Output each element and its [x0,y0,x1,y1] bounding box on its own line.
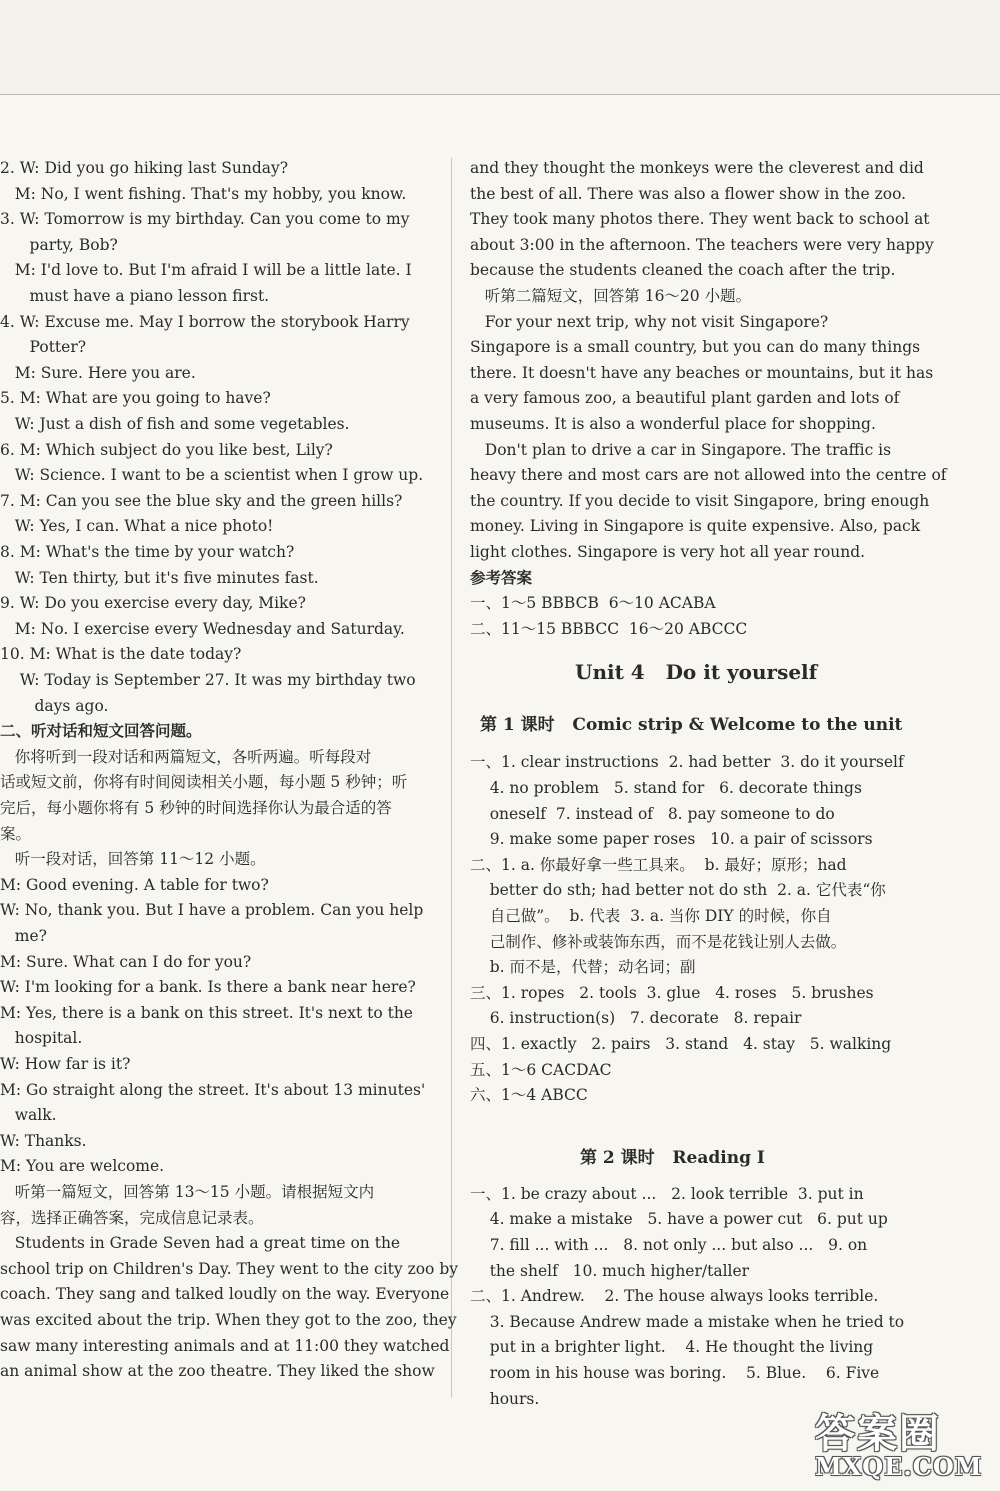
answers-heading: 参考答案 [470,567,533,587]
text-line: 案。 [0,824,32,843]
text-line: and they thought the monkeys were the cleverest and did [470,159,924,177]
text-line: 2. W: Did you go hiking last Sunday? [0,159,289,177]
text-line: 完后，每小题你将有 5 秒钟的时间选择你认为最合适的答 [0,799,392,817]
text-line: an animal show at the zoo theatre. They liked the show [0,1362,435,1381]
text-line: light clothes. Singapore is very hot all year round. [470,543,866,561]
answer-line: oneself 7. instead of 8. pay someone to do [470,804,835,823]
text-line: M: Sure. What can I do for you? [0,952,252,971]
text-line: heavy there and most cars are not allowed into the centre of [470,466,947,485]
text-line: coach. They sang and talked loudly on the way. Everyone [0,1285,450,1304]
answer-line: 一、1. clear instructions 2. had better 3. do it yourself [470,753,904,772]
watermark-top-text: 答案圈 [815,1410,941,1457]
text-line: 你将听到一段对话和两篇短文，各听两遍。听每段对 [0,747,372,766]
answer-line: put in a brighter light. 4. He thought the living [470,1338,874,1357]
text-line: W: How far is it? [0,1055,131,1073]
answer-line: 二、1. Andrew. 2. The house always looks terrible. [470,1287,879,1306]
answer-line: room in his house was boring. 5. Blue. 6. Five [470,1364,880,1382]
answer-line: 7. fill ... with ... 8. not only ... but also ... 9. on [470,1236,868,1254]
answer-line: 六、1～4 ABCC [470,1086,588,1105]
text-line: 4. W: Excuse me. May I borrow the storybook Harry [0,312,410,331]
watermark-bottom-text: MXQE.COM [815,1452,983,1481]
text-line: saw many interesting animals and at 11:00 they watched [0,1336,450,1355]
answer-line: 己制作、修补或装饰东西，而不是花钱让别人去做。 [470,932,847,951]
text-line: 10. M: What is the date today? [0,645,242,664]
text-line: me? [0,927,47,945]
text-line: W: Ten thirty, but it's five minutes fast. [0,568,319,587]
text-line: 话或短文前，你将有时间阅读相关小题，每小题 5 秒钟；听 [0,773,408,792]
text-line: 7. M: Can you see the blue sky and the green hills? [0,491,403,510]
text-line: 一、1～5 BBBCB 6～10 ACABA [470,594,716,613]
answer-line: 二、1. a. 你最好拿一些工具来。 b. 最好；原形；had [470,855,847,874]
text-line: 听一段对话，回答第 11～12 小题。 [0,850,266,869]
text-line: W: Thanks. [0,1131,87,1150]
text-line: Students in Grade Seven had a great time on the [0,1234,401,1253]
text-line: Don't plan to drive a car in Singapore. The traffic is [470,440,892,459]
text-line: M: You are welcome. [0,1157,165,1176]
answer-line: 一、1. be crazy about ... 2. look terrible 3. put in [470,1184,864,1203]
answer-line: 4. make a mistake 5. have a power cut 6. put up [470,1210,888,1229]
text-line: W: No, thank you. But I have a problem. Can you help [0,901,424,920]
text-line: M: Sure. Here you are. [0,363,196,382]
answer-line: hours. [470,1389,540,1408]
text-line: money. Living in Singapore is quite expensive. Also, pack [470,517,921,536]
page-top-margin [0,0,1000,95]
text-line: They took many photos there. They went back to school at [470,210,930,229]
unit-title: Unit 4 Do it yourself [575,660,818,685]
text-line: school trip on Children's Day. They went to the city zoo by [0,1259,458,1278]
text-line: W: Science. I want to be a scientist when I grow up. [0,466,424,485]
text-line: party, Bob? [0,235,118,254]
text-line: 听第二篇短文，回答第 16～20 小题。 [470,287,752,305]
text-line: W: Yes, I can. What a nice photo! [0,517,274,536]
answer-line: 3. Because Andrew made a mistake when he tried to [470,1312,905,1331]
text-line: M: Yes, there is a bank on this street. It's next to the [0,1003,413,1022]
text-line: walk. [0,1106,57,1125]
answer-line: 五、1～6 CACDAC [470,1060,612,1079]
text-line: M: Go straight along the street. It's about 13 minutes' [0,1080,426,1099]
text-line: hospital. [0,1029,83,1048]
text-line: M: No, I went fishing. That's my hobby, you know. [0,184,407,203]
text-line: about 3:00 in the afternoon. The teachers were very happy [470,235,934,254]
column-divider [451,158,452,1398]
text-line: 6. M: Which subject do you like best, Lily? [0,440,333,459]
text-line: the best of all. There was also a flower show in the zoo. [470,184,907,203]
answer-line: 9. make some paper roses 10. a pair of scissors [470,830,873,849]
text-line: was excited about the trip. When they got to the zoo, they [0,1311,457,1329]
answer-line: 自己做”。 b. 代表 3. a. 当你 DIY 的时候，你自 [470,907,832,925]
text-line: W: Today is September 27. It was my birthday two [0,671,416,689]
text-line: the country. If you decide to visit Singapore, bring enough [470,491,930,510]
text-line: 二、11～15 BBBCC 16～20 ABCCC [470,619,748,638]
text-line: 8. M: What's the time by your watch? [0,543,295,561]
answer-line: 6. instruction(s) 7. decorate 8. repair [470,1009,802,1028]
header-rule [0,94,1000,95]
text-line: Singapore is a small country, but you can do many things [470,338,921,357]
text-line: museums. It is also a wonderful place for shopping. [470,415,876,433]
site-watermark [815,1402,995,1482]
answer-line: 4. no problem 5. stand for 6. decorate things [470,779,862,797]
text-line: because the students cleaned the coach after the trip. [470,261,896,280]
answer-line: 三、1. ropes 2. tools 3. glue 4. roses 5. brushes [470,983,874,1002]
text-line: W: Just a dish of fish and some vegetables. [0,415,350,433]
text-line: days ago. [0,696,109,715]
text-line: M: I'd love to. But I'm afraid I will be a little late. I [0,261,412,280]
answer-line: 四、1. exactly 2. pairs 3. stand 4. stay 5. walking [470,1035,892,1053]
text-line: a very famous zoo, a beautiful plant garden and lots of [470,389,900,408]
lesson-2-title: 第 2 课时 Reading Ⅰ [580,1147,765,1168]
answer-line: the shelf 10. much higher/taller [470,1261,750,1280]
text-line: must have a piano lesson first. [0,287,270,305]
lesson-1-title: 第 1 课时 Comic strip & Welcome to the unit [480,715,903,736]
text-line: For your next trip, why not visit Singapore? [470,312,829,331]
text-line: M: Good evening. A table for two? [0,875,269,894]
text-line: M: No. I exercise every Wednesday and Saturday. [0,619,405,638]
text-line: there. It doesn't have any beaches or mountains, but it has [470,363,934,382]
text-line: Potter? [0,338,87,357]
text-line: 3. W: Tomorrow is my birthday. Can you come to my [0,210,410,229]
text-line: 容，选择正确答案，完成信息记录表。 [0,1208,264,1227]
text-line: 9. W: Do you exercise every day, Mike? [0,594,306,613]
section-heading: 二、听对话和短文回答问题。 [0,721,202,741]
text-line: 5. M: What are you going to have? [0,389,271,408]
text-line: W: I'm looking for a bank. Is there a bank near here? [0,978,416,997]
text-line: 听第一篇短文，回答第 13～15 小题。请根据短文内 [0,1183,375,1201]
answer-line: b. 而不是，代替；动名词；副 [470,958,696,977]
answer-line: better do sth; had better not do sth 2. a. 它代表“你 [470,881,886,900]
